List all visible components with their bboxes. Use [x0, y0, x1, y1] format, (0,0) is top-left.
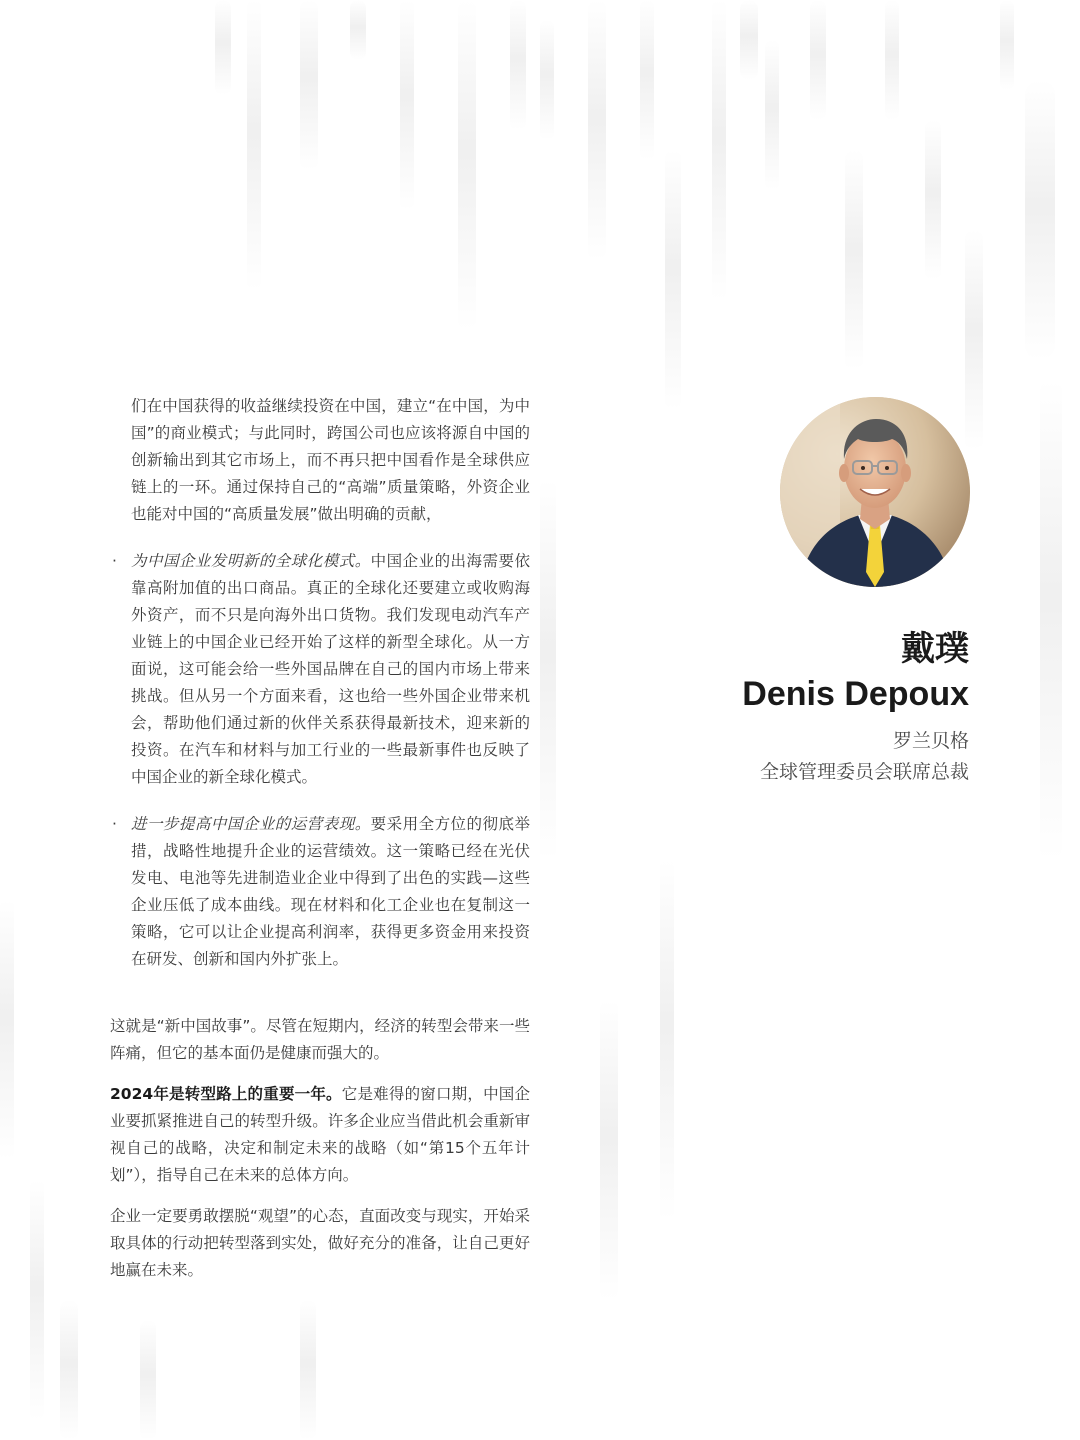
year-text: 它是难得的窗口期，中国企业要抓紧推进自己的转型升级。许多企业应当借此机会重新审视自己的战略，决定和制定未来的战略（如“第15个五年计划”），指导自己在未来的总体方向。: [110, 1085, 530, 1184]
author-name-cn: 戴璞: [901, 629, 969, 669]
story-paragraph: 这就是“新中国故事”。尽管在短期内，经济的转型会带来一些阵痛，但它的基本面仍是健康而强大的。: [110, 1017, 530, 1062]
bullet-paragraph: [131, 548, 530, 791]
list-item: [110, 548, 530, 791]
bullet-text: 要采用全方位的彻底举措，战略性地提升企业的运营绩效。这一策略已经在光伏发电、电池等先进制造业企业中得到了出色的实践—这些企业压低了成本曲线。现在材料和化工企业也在复制这一策略，它可以让企业提高利润率，获得更多资金用来投资在研发、创新和国内外扩张上。: [131, 815, 530, 968]
avatar: [780, 397, 970, 587]
year-lead: 2024年是转型路上的重要一年。: [110, 1085, 342, 1103]
bullet-lead: 进一步提高中国企业的运营表现。: [131, 815, 371, 833]
bullet-paragraph: [131, 811, 530, 973]
list-item: [110, 811, 530, 973]
author-company: 罗兰贝格: [892, 730, 969, 752]
author-role: 全球管理委员会联席总裁: [759, 761, 969, 783]
bullet-marker: ·: [112, 552, 117, 570]
bullet-marker: ·: [112, 815, 117, 833]
bullet-lead: 为中国企业发明新的全球化模式。: [131, 552, 371, 570]
bullet-text: 中国企业的出海需要依靠高附加值的出口商品。真正的全球化还要建立或收购海外资产，而不只是向海外出口货物。我们发现电动汽车产业链上的中国企业已经开始了这样的新型全球化。从一方面说，这可能会给一些外国品牌在自己的国内市场上带来挑战。但从另一个方面来看，这也给一些外国企业带来机会，帮助他们通过新的伙伴关系获得最新技术，迎来新的投资。在汽车和材料与加工行业的一些最新事件也反映了中国企业的新全球化模式。: [131, 552, 530, 786]
author-name-en: Denis Depoux: [742, 675, 969, 713]
year-paragraph: [110, 1081, 530, 1189]
intro-continuation: 们在中国获得的收益继续投资在中国，建立“在中国，为中国”的商业模式；与此同时，跨国公司也应该将源自中国的创新输出到其它市场上，而不再只把中国看作是全球供应链上的一环。通过保持自己的“高端”质量策略，外资企业也能对中国的“高质量发展”做出明确的贡献，: [131, 397, 530, 523]
article-body: [110, 393, 530, 1284]
closing-paragraph: 企业一定要勇敢摆脱“观望”的心态，直面改变与现实，开始采取具体的行动把转型落到实处，做好充分的准备，让自己更好地赢在未来。: [110, 1207, 530, 1279]
portrait-photo-icon: [780, 397, 970, 587]
